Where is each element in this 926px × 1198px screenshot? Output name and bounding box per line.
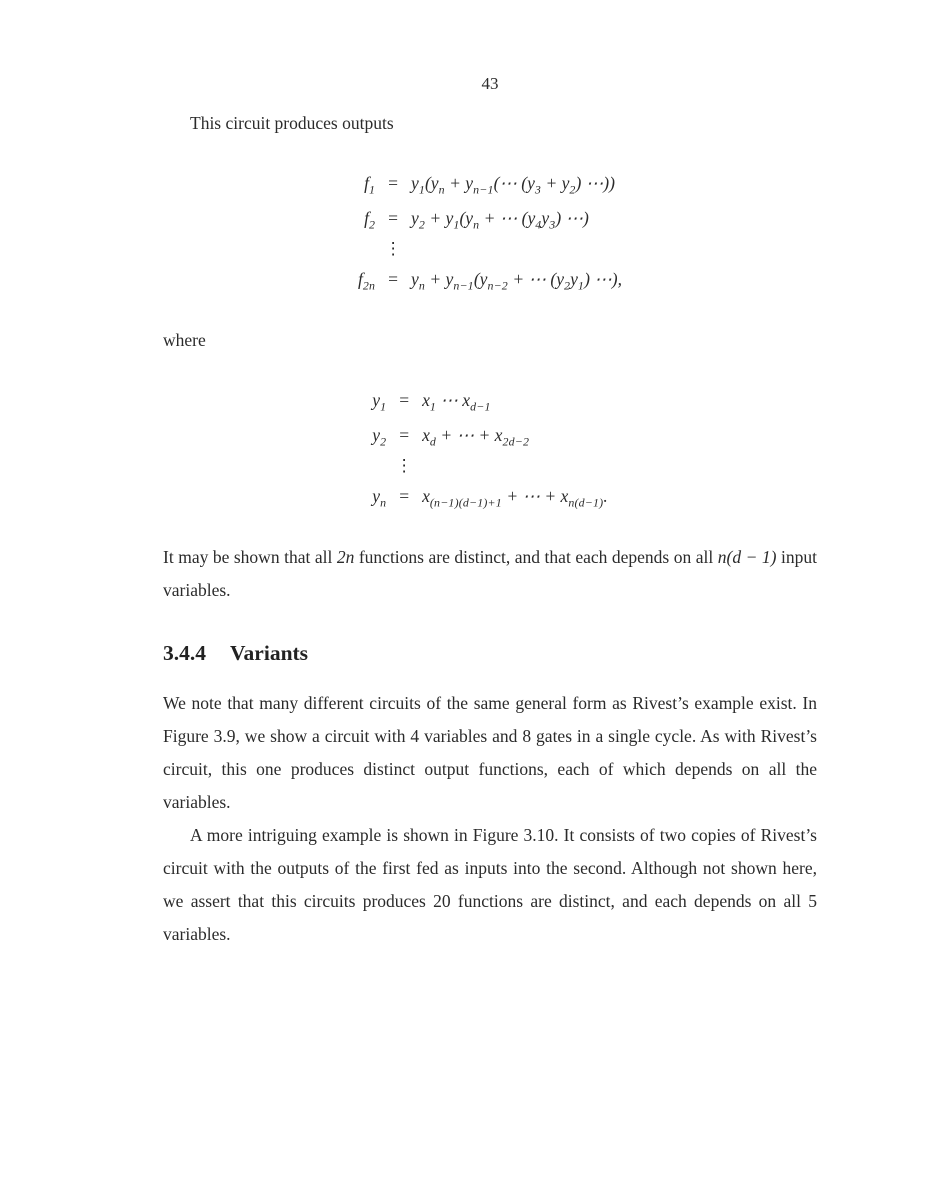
equation-row-vdots — [372, 453, 607, 479]
equation-lhs: $y_2$ — [372, 425, 387, 449]
section-number: 3.4.4 — [163, 641, 206, 665]
equation-lhs: $f_{2n}$ — [358, 269, 376, 293]
equation-rhs: $y_1(y_n$ + $y_{n-1}(\cdots$ $(y_3 + y_2)$ ⋯)) — [411, 173, 615, 197]
section-heading — [163, 641, 817, 666]
intro-paragraph: This circuit produces outputs — [190, 113, 394, 133]
where-label: where — [163, 330, 206, 350]
equation-row-f1 — [358, 166, 622, 201]
equation-rhs: $y_n + y_{n-1}(y_{n-2}$ + ⋯ $(y_2y_1)$ ⋯), — [411, 269, 622, 293]
vertical-dots: ⋮ — [395, 456, 413, 475]
equation-lhs: $y_n$ — [372, 486, 387, 510]
equation-rhs: $x_d$ + ⋯ + $x_{2d-2}$ — [422, 425, 530, 449]
variants-paragraph-1: We note that many different circuits of the same general form as Rivest’s example exist. In Figure 3.9, we show a circuit with 4 variables and 8 gates in a single cycle. As with Rivest’s circuit, this one produces distinct output functions, each of which depends on all the variables. — [163, 693, 817, 812]
equation-lhs: $y_1$ — [372, 390, 387, 414]
equals-sign: = — [399, 425, 410, 445]
equation-rhs: $x_{(n-1)(d-1)+1}$ + ⋯ + $x_{n(d-1)}$. — [422, 486, 608, 510]
equals-sign: = — [399, 390, 410, 410]
equation-row-yn — [372, 479, 607, 514]
post-equations-paragraph: It may be shown that all 2n functions are distinct, and that each depends on all n(d − 1) input variables. — [163, 547, 817, 600]
variants-paragraph-2: A more intriguing example is shown in Figure 3.10. It consists of two copies of Rivest’s circuit with the outputs of the first fed as inputs into the second. Although not shown here, we assert that this circuits produces 20 functions are distinct, and each depends on all 5 variables. — [163, 825, 817, 944]
equals-sign: = — [388, 208, 399, 228]
equation-row-y1 — [372, 383, 607, 418]
equation-lhs: $f_2$ — [364, 208, 376, 232]
equation-row-y2 — [372, 418, 607, 453]
equation-row-f2n — [358, 262, 622, 297]
equation-lhs: $f_1$ — [364, 173, 376, 197]
equation-row-f2 — [358, 201, 622, 236]
equals-sign: = — [388, 173, 399, 193]
section-title: Variants — [230, 641, 309, 665]
equation-row-vdots — [358, 236, 622, 262]
equation-rhs: $x_1$ ⋯ $x_{d-1}$ — [422, 390, 491, 414]
definitions-equation-array — [372, 383, 607, 514]
page-number: 43 — [481, 74, 499, 93]
equation-rhs: $y_2 + y_1(y_n$ + ⋯ $(y_4y_3)$ ⋯) — [411, 208, 589, 232]
equals-sign: = — [388, 269, 399, 289]
equals-sign: = — [399, 486, 410, 506]
outputs-equation-array — [358, 166, 622, 297]
vertical-dots: ⋮ — [384, 239, 402, 258]
